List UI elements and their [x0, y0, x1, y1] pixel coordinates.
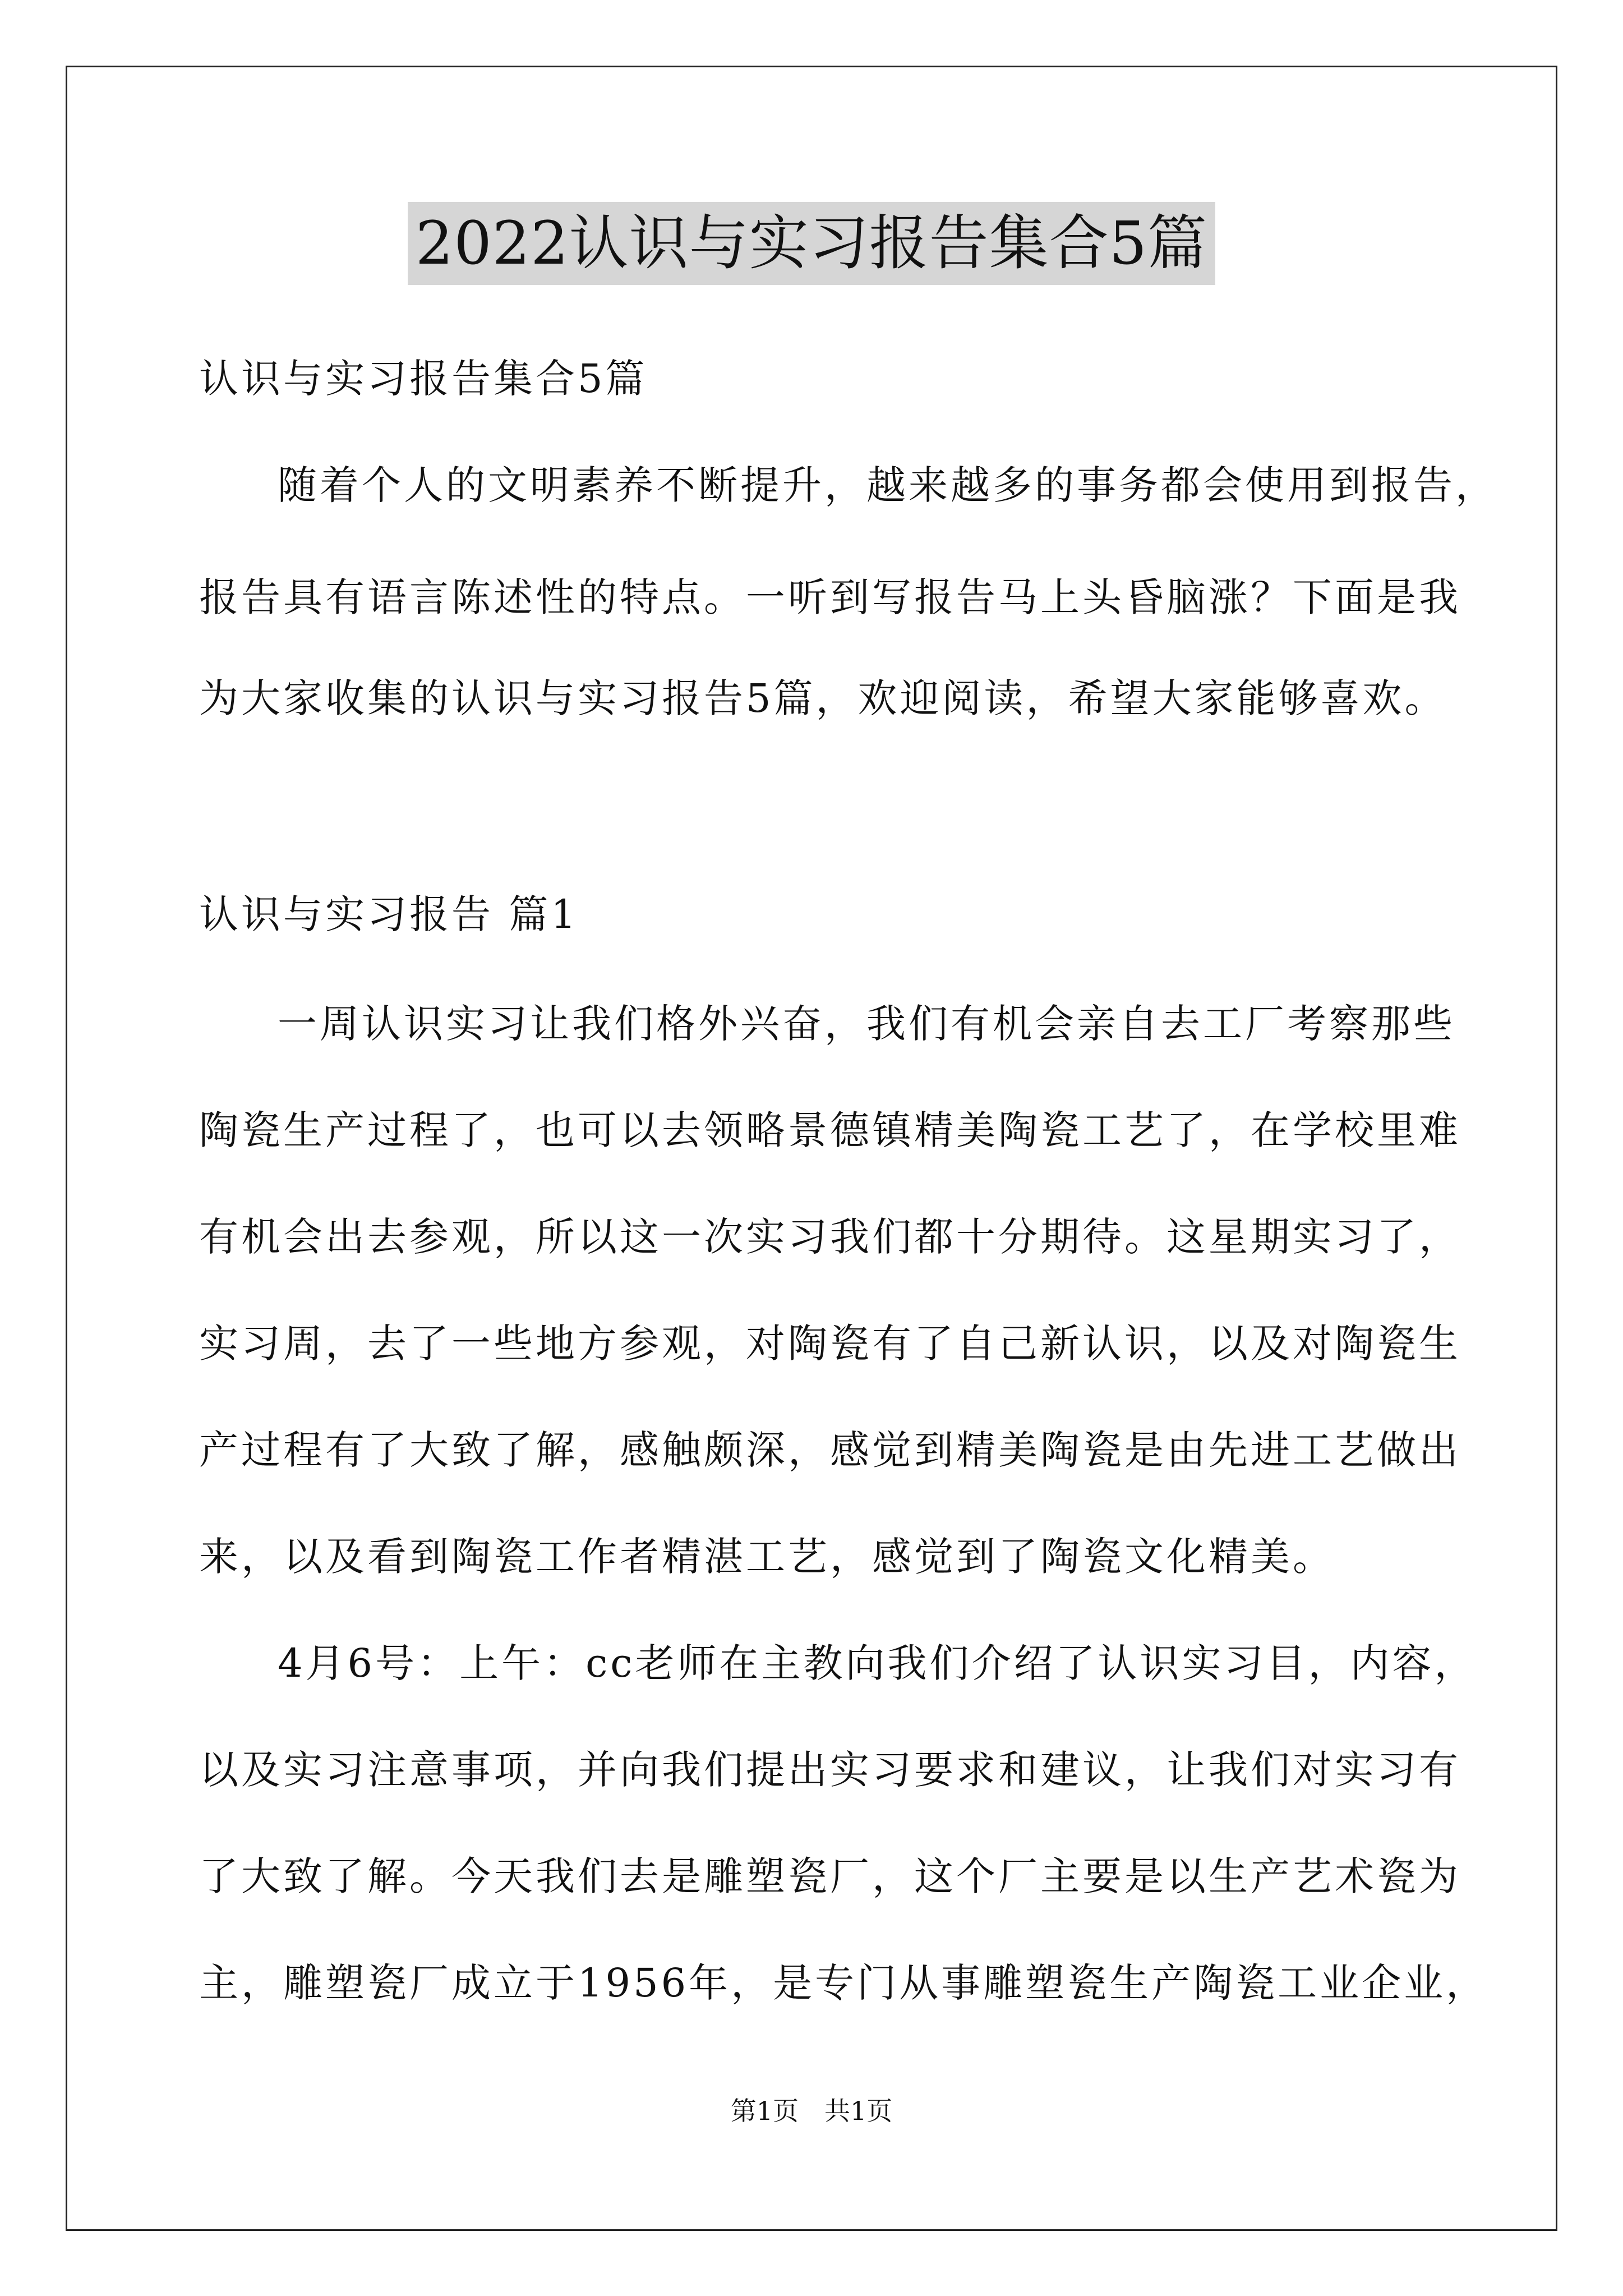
intro-line-3: 为大家收集的认识与实习报告5篇，欢迎阅读，希望大家能够喜欢。	[199, 675, 1447, 721]
paragraph1-line-6: 来，以及看到陶瓷工作者精湛工艺，感觉到了陶瓷文化精美。	[199, 1534, 1335, 1580]
paragraph1-line-2: 陶瓷生产过程了，也可以去领略景德镇精美陶瓷工艺了，在学校里难	[199, 1107, 1461, 1153]
paragraph2-line-4: 主，雕塑瓷厂成立于1956年，是专门从事雕塑瓷生产陶瓷工业企业，	[199, 1960, 1488, 2006]
page-number-footer: 第1页 共1页	[730, 2096, 893, 2126]
document-subtitle: 认识与实习报告集合5篇	[199, 356, 648, 402]
paragraph1-line-5: 产过程有了大致了解，感触颇深，感觉到精美陶瓷是由先进工艺做出	[199, 1427, 1461, 1473]
document-title: 2022认识与实习报告集合5篇	[408, 202, 1215, 285]
section-heading: 认识与实习报告 篇1	[199, 891, 579, 937]
intro-line-1: 随着个人的文明素养不断提升，越来越多的事务都会使用到报告，	[278, 462, 1497, 508]
title-container	[0, 202, 1623, 285]
paragraph2-line-2: 以及实习注意事项，并向我们提出实习要求和建议，让我们对实习有	[199, 1747, 1461, 1793]
paragraph1-line-4: 实习周，去了一些地方参观，对陶瓷有了自己新认识，以及对陶瓷生	[199, 1320, 1461, 1366]
paragraph1-line-3: 有机会出去参观，所以这一次实习我们都十分期待。这星期实习了，	[199, 1214, 1461, 1260]
intro-line-2: 报告具有语言陈述性的特点。一听到写报告马上头昏脑涨？下面是我	[199, 574, 1461, 620]
paragraph1-line-1: 一周认识实习让我们格外兴奋，我们有机会亲自去工厂考察那些	[278, 1001, 1455, 1047]
paragraph2-line-1: 4月6号：上午：cc老师在主教向我们介绍了认识实习目，内容，	[278, 1640, 1477, 1686]
paragraph2-line-3: 了大致了解。今天我们去是雕塑瓷厂，这个厂主要是以生产艺术瓷为	[199, 1853, 1461, 1899]
